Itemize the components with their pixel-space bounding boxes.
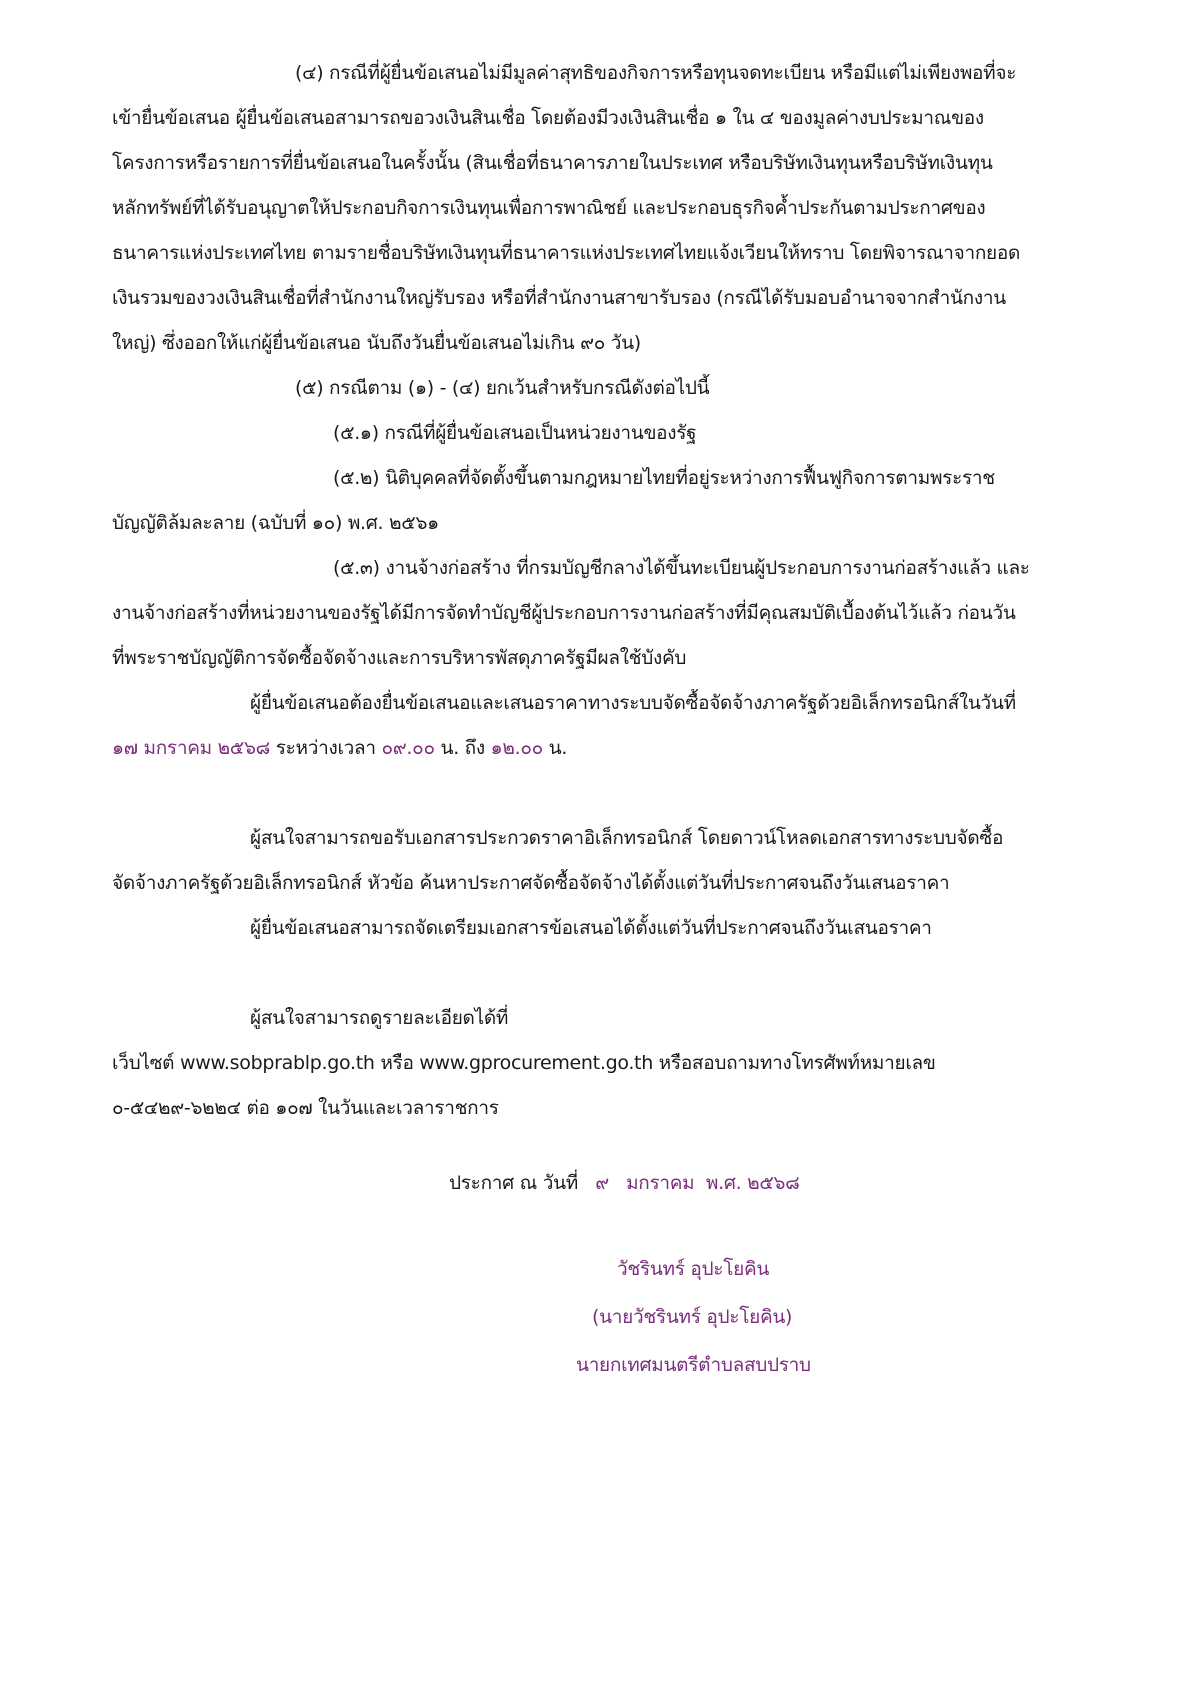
para-4-line-1: (๔) กรณีที่ผู้ยื่นข้อเสนอไม่มีมูลค่าสุทธิของกิจการหรือทุนจดทะเบียน หรือมีแต่ไม่เพียงพอที่จะ (295, 62, 1017, 84)
download-line-1: ผู้สนใจสามารถขอรับเอกสารประกวดราคาอิเล็กทรอนิกส์ โดยดาวน์โหลดเอกสารทางระบบจัดซื้อ (250, 827, 1004, 849)
para-4-line-2: เข้ายื่นข้อเสนอ ผู้ยื่นข้อเสนอสามารถขอวงเงินสินเชื่อ โดยต้องมีวงเงินสินเชื่อ ๑ ใน ๔ ของมูลค่างบประมาณของ (112, 107, 984, 129)
signature-position: นายกเทศมนตรีตำบลสบปราบ (576, 1354, 811, 1376)
para-4-line-4: หลักทรัพย์ที่ได้รับอนุญาตให้ประกอบกิจการเงินทุนเพื่อการพาณิชย์ และประกอบธุรกิจค้ำประกันตามประกาศของ (112, 197, 986, 219)
announce-day: ๙ (595, 1172, 609, 1194)
para-4-line-6: เงินรวมของวงเงินสินเชื่อที่สำนักงานใหญ่รับรอง หรือที่สำนักงานสาขารับรอง (กรณีได้รับมอบอำนาจจากสำนักงาน (112, 287, 1006, 309)
para-4-line-3: โครงการหรือรายการที่ยื่นข้อเสนอในครั้งนั้น (สินเชื่อที่ธนาคารภายในประเทศ หรือบริษัทเงินทุนหรือบริษัทเงินทุน (112, 152, 993, 174)
announce-year-label: พ.ศ. (705, 1172, 742, 1194)
para-4-line-5: ธนาคารแห่งประเทศไทย ตามรายชื่อบริษัทเงินทุนที่ธนาคารแห่งประเทศไทยแจ้งเวียนให้ทราบ โดยพิจารณาจากยอด (112, 242, 1021, 264)
announce-month: มกราคม (626, 1172, 695, 1194)
para-5-2-line-2: บัญญัติล้มละลาย (ฉบับที่ ๑๐) พ.ศ. ๒๕๖๑ (112, 512, 439, 534)
submission-end-time: ๑๒.๐๐ (490, 737, 543, 759)
para-5-3-line-1: (๕.๓) งานจ้างก่อสร้าง ที่กรมบัญชีกลางได้ขึ้นทะเบียนผู้ประกอบการงานก่อสร้างแล้ว และ (333, 557, 1030, 579)
para-5-3-line-2: งานจ้างก่อสร้างที่หน่วยงานของรัฐได้มีการจัดทำบัญชีผู้ประกอบการงานก่อสร้างที่มีคุณสมบัติเบื้องต้นไว้แล้ว ก่อนวัน (112, 602, 1016, 624)
para-5-3-line-3: ที่พระราชบัญญัติการจัดซื้อจัดจ้างและการบริหารพัสดุภาครัฐมีผลใช้บังคับ (112, 647, 687, 669)
submission-start-time: ๐๙.๐๐ (381, 737, 435, 759)
para-4-line-7: ใหญ่) ซึ่งออกให้แก่ผู้ยื่นข้อเสนอ นับถึงวันยื่นข้อเสนอไม่เกิน ๙๐ วัน) (112, 332, 641, 354)
para-5: (๕) กรณีตาม (๑) - (๔) ยกเว้นสำหรับกรณีดังต่อไปนี้ (295, 377, 710, 399)
details-line-1: ผู้สนใจสามารถดูรายละเอียดได้ที่ (250, 1007, 509, 1029)
details-line-2: เว็บไซต์ www.sobprablp.go.th หรือ www.gprocurement.go.th หรือสอบถามทางโทรศัพท์หมายเลข (112, 1052, 936, 1074)
download-line-2: จัดจ้างภาครัฐด้วยอิเล็กทรอนิกส์ หัวข้อ ค้นหาประกาศจัดซื้อจัดจ้างได้ตั้งแต่วันที่ประกาศจนถึงวันเสนอราคา (112, 872, 950, 894)
prepare-line: ผู้ยื่นข้อเสนอสามารถจัดเตรียมเอกสารข้อเสนอได้ตั้งแต่วันที่ประกาศจนถึงวันเสนอราคา (250, 917, 932, 939)
para-5-1: (๕.๑) กรณีที่ผู้ยื่นข้อเสนอเป็นหน่วยงานของรัฐ (333, 422, 697, 444)
submission-line-1: ผู้ยื่นข้อเสนอต้องยื่นข้อเสนอและเสนอราคาทางระบบจัดซื้อจัดจ้างภาครัฐด้วยอิเล็กทรอนิกส์ในวันที่ (250, 692, 1016, 714)
submission-date: ๑๗ มกราคม ๒๕๖๘ (112, 737, 270, 759)
submission-line-2 (112, 735, 567, 761)
announce-year: ๒๕๖๘ (747, 1172, 800, 1194)
details-line-3: ๐-๕๔๒๙-๖๒๒๔ ต่อ ๑๐๗ ในวันและเวลาราชการ (112, 1097, 499, 1119)
submission-between: ระหว่างเวลา (270, 737, 382, 759)
para-5-2-line-1: (๕.๒) นิติบุคคลที่จัดตั้งขึ้นตามกฎหมายไทยที่อยู่ระหว่างการฟื้นฟูกิจการตามพระราช (333, 467, 995, 489)
submission-unit: น. (542, 737, 568, 759)
signature-full-name: (นายวัชรินทร์ อุปะโยคิน) (592, 1306, 793, 1328)
announce-prefix: ประกาศ ณ วันที่ (449, 1172, 578, 1194)
announce-date (449, 1170, 800, 1196)
signature-name: วัชรินทร์ อุปะโยคิน (617, 1258, 770, 1280)
submission-to: น. ถึง (434, 737, 491, 759)
